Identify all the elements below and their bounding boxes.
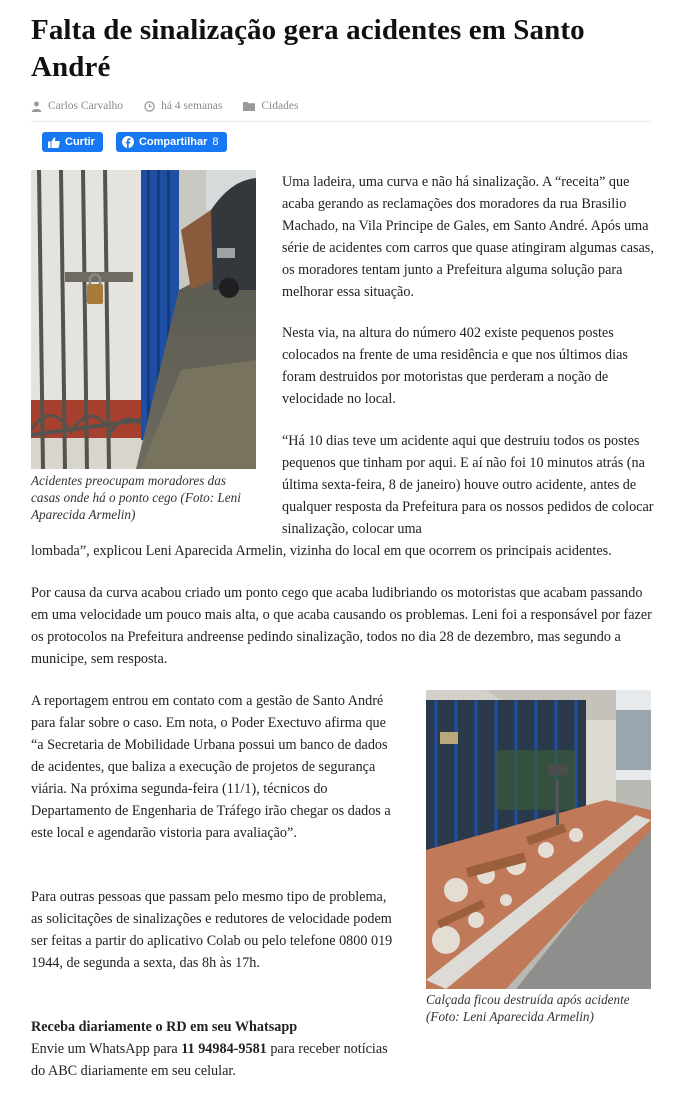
facebook-icon	[122, 136, 134, 148]
photo-sidewalk-caption: Calçada ficou destruída após acidente (Foto: Leni Aparecida Armelin)	[426, 992, 630, 1024]
whatsapp-phone[interactable]: 11 94984-9581	[181, 1041, 267, 1057]
paragraph-2: Nesta via, na altura do número 402 existe pequenos postes colocados na frente de uma residência e que nos últimos dias foram destruidos por motoristas que perderam a noção de velocidade no local.	[282, 325, 628, 407]
paragraph-3: “Há 10 dias teve um acidente aqui que destruiu todos os postes pequenos que tinham por aqui. E aí não foi 10 minutos atrás (na última sexta-feira, 8 de janeiro) houve outro acidente, antes de qualquer resposta da Prefeitura para os nossos pedidos de colocar sinalização, colocar uma	[282, 433, 654, 537]
clock-icon	[144, 101, 155, 112]
like-label: Curtir	[65, 136, 95, 148]
paragraph-5: A reportagem entrou em contato com a gestão de Santo André para falar sobre o caso. Em nota, o Poder Exectuvo afirma que “a Secretaria de Mobilidade Urbana possui um banco de dados de acidentes, que baliza a execução de projetos de segurança viária. Na próxima segunda-feira (11/1), técnicos do Departamento de Engenharia de Tráfego irão chegar os dados a este local e agendarão vistoria para avaliação”.	[31, 693, 391, 841]
photo-sidewalk	[426, 690, 651, 989]
social-buttons	[31, 132, 651, 152]
publish-date: há 4 semanas	[161, 100, 223, 112]
whatsapp-heading: Receba diariamente o RD em seu Whatsapp	[31, 1019, 298, 1035]
meta-author[interactable]	[31, 100, 123, 112]
gate-photo-image	[31, 170, 256, 469]
whatsapp-text-after: para receber notícias do ABC diariamente em seu celular.	[31, 1041, 388, 1079]
share-label: Compartilhar	[138, 136, 208, 148]
share-count: 8	[212, 136, 219, 148]
author-name[interactable]: Carlos Carvalho	[48, 100, 124, 112]
thumbs-up-icon	[48, 137, 60, 148]
meta-category[interactable]	[243, 100, 298, 112]
sidewalk-photo-image	[426, 690, 651, 989]
article-meta	[31, 100, 651, 122]
meta-date	[144, 100, 222, 112]
whatsapp-box	[31, 1016, 393, 1082]
share-button[interactable]	[116, 132, 227, 152]
like-button[interactable]	[42, 132, 103, 152]
folder-icon	[243, 101, 255, 111]
paragraph-6: Para outras pessoas que passam pelo mesmo tipo de problema, as solicitações de sinalizações e redutores de velocidade podem ser feitas a partir do aplicativo Colab ou pelo telefone 0800 019 1944, de segunda a sexta, das 8h às 17h.	[31, 889, 393, 971]
photo-gate-caption: Acidentes preocupam moradores das casas onde há o ponto cego (Foto: Leni Aparecida Armelin)	[31, 473, 241, 522]
user-icon	[31, 101, 42, 112]
paragraph-1: Uma ladeira, uma curva e não há sinalização. A “receita” que acaba gerando as reclamações dos moradores da rua Brasilio Machado, na Vila Principe de Gales, em Santo André. Após uma série de acidentes com carros que quase atingiram algumas casas, os moradores tentam junto a Prefeitura alguma solução para melhorar essa situação.	[282, 174, 654, 300]
paragraph-4: Por causa da curva acabou criado um ponto cego que acaba ludibriando os motoristas que acabam passando em uma velocidade um pouco mais alta, o que acaba causando os problemas. Leni foi a responsável por fazer os protocolos na Prefeitura andreense pedindo sinalização, todos no dia 28 de dezembro, mas segundo a municipe, sem resposta.	[31, 585, 652, 667]
whatsapp-text	[31, 1038, 393, 1082]
paragraph-3-continued: lombada”, explicou Leni Aparecida Armelin, vizinha do local em que ocorrem os principais acidentes.	[31, 543, 612, 559]
photo-gate	[31, 170, 256, 469]
article-title: Falta de sinalização gera acidentes em Santo André	[31, 14, 585, 83]
whatsapp-text-before: Envie um WhatsApp para	[31, 1041, 182, 1057]
category-link[interactable]: Cidades	[261, 100, 299, 112]
